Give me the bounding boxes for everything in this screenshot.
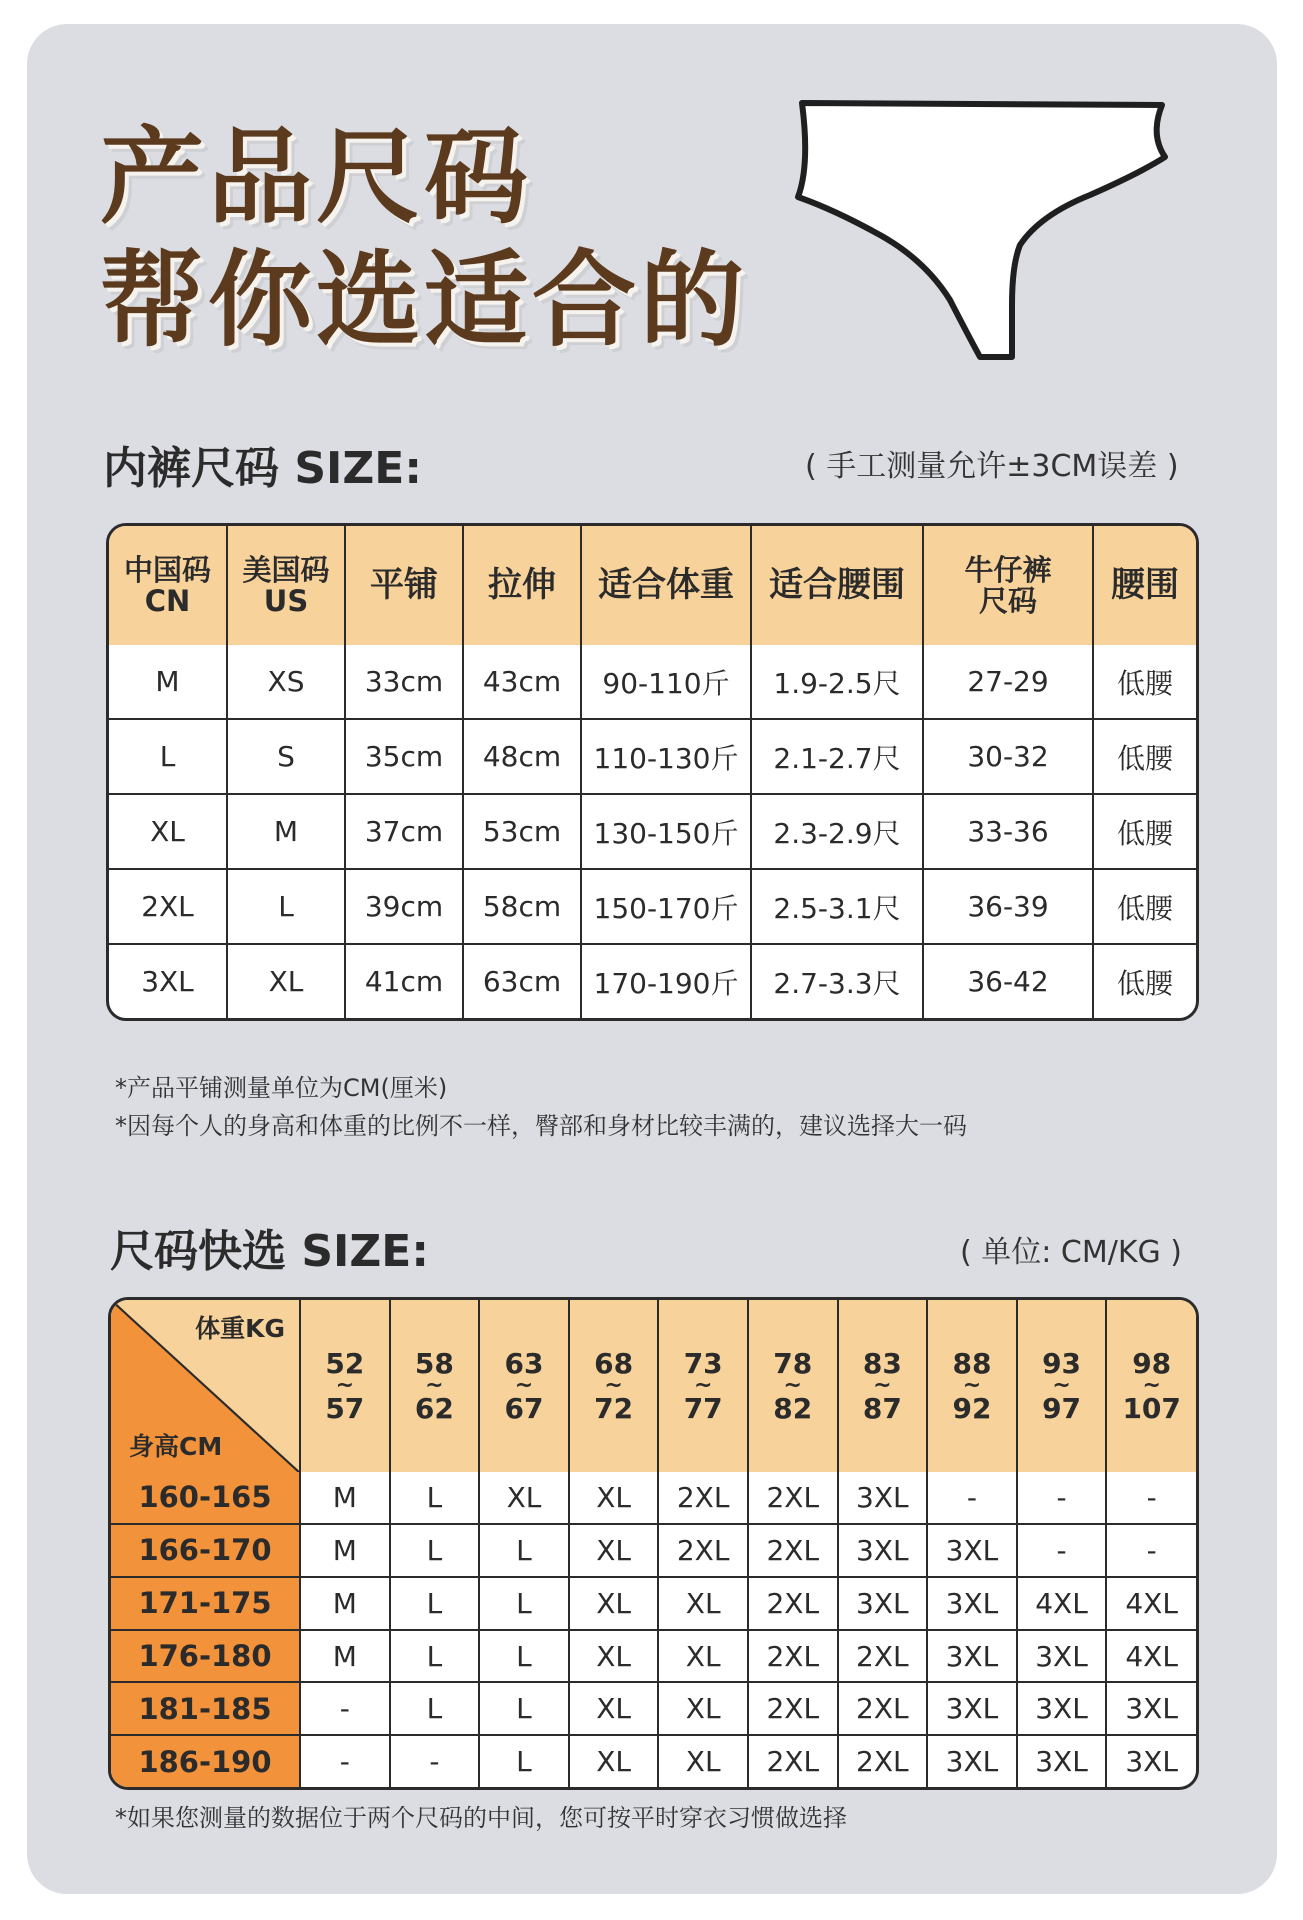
table-cell: 58cm	[463, 869, 581, 944]
size-cell: M	[300, 1524, 390, 1577]
weight-high: 72	[594, 1391, 634, 1425]
header-line: 牛仔裤	[964, 553, 1052, 588]
size-cell: -	[1106, 1524, 1196, 1577]
table-row	[109, 944, 1196, 1018]
tilde-separator: ~	[873, 1373, 892, 1399]
header-line: 适合腰围	[769, 565, 905, 606]
size-table-header	[1093, 526, 1196, 645]
size-cell: M	[300, 1472, 390, 1523]
weight-range-header	[300, 1300, 390, 1472]
table-cell: 130-150斤	[581, 794, 751, 869]
table-cell: XS	[227, 645, 345, 719]
table-cell: 39cm	[345, 869, 463, 944]
size-cell: 3XL	[927, 1577, 1017, 1630]
weight-range-header	[1106, 1300, 1196, 1472]
table-cell: 170-190斤	[581, 944, 751, 1018]
weight-low: 63	[504, 1346, 544, 1380]
weight-low: 93	[1042, 1346, 1082, 1380]
size-cell: -	[300, 1682, 390, 1735]
header-line: 平铺	[370, 565, 438, 606]
table-cell: 低腰	[1093, 944, 1196, 1018]
height-axis-label: 身高CM	[129, 1431, 223, 1461]
table-row	[109, 794, 1196, 869]
size-table-header	[463, 526, 581, 645]
size-cell: 3XL	[838, 1524, 928, 1577]
size-table-header	[751, 526, 923, 645]
size-cell: L	[390, 1524, 480, 1577]
weight-high: 67	[504, 1391, 544, 1425]
table-row	[111, 1682, 1196, 1735]
tilde-separator: ~	[604, 1373, 623, 1399]
tilde-separator: ~	[693, 1373, 713, 1399]
table-row	[109, 719, 1196, 794]
header-line: 腰围	[1111, 565, 1179, 606]
tilde-separator: ~	[783, 1373, 802, 1399]
size-cell: L	[479, 1524, 569, 1577]
size-cell: XL	[658, 1682, 748, 1735]
table-row	[111, 1735, 1196, 1787]
weight-low: 98	[1132, 1346, 1172, 1380]
weight-high: 77	[683, 1391, 723, 1425]
size-table-header	[923, 526, 1093, 645]
height-range-cell: 171-175	[111, 1577, 300, 1630]
table-cell: 低腰	[1093, 794, 1196, 869]
tilde-separator: ~	[425, 1373, 444, 1399]
size-table-header	[345, 526, 463, 645]
weight-high: 62	[414, 1391, 454, 1425]
weight-range-header	[479, 1300, 569, 1472]
table-cell: 2.3-2.9尺	[751, 794, 923, 869]
table-cell: 63cm	[463, 944, 581, 1018]
size-table-header	[109, 526, 227, 645]
table-cell: 41cm	[345, 944, 463, 1018]
table-cell: 27-29	[923, 645, 1093, 719]
size-cell: 2XL	[748, 1682, 838, 1735]
weight-high: 82	[773, 1391, 813, 1425]
size-cell: -	[300, 1735, 390, 1787]
weight-high: 97	[1042, 1391, 1082, 1425]
weight-range-header	[1017, 1300, 1107, 1472]
size-cell: 3XL	[1017, 1630, 1107, 1683]
size-cell: 2XL	[748, 1524, 838, 1577]
size-cell: 3XL	[838, 1577, 928, 1630]
table-header-row	[109, 526, 1196, 645]
size-cell: -	[390, 1735, 480, 1787]
weight-low: 58	[414, 1346, 454, 1380]
weight-low: 73	[683, 1346, 723, 1380]
header-line: 美国码	[242, 553, 330, 588]
table-row	[111, 1472, 1196, 1523]
table-cell: L	[109, 719, 227, 794]
size-cell: L	[390, 1472, 480, 1523]
table-cell: 36-42	[923, 944, 1093, 1018]
size-cell: XL	[658, 1577, 748, 1630]
size-cell: L	[390, 1577, 480, 1630]
size-cell: 3XL	[927, 1524, 1017, 1577]
height-range-cell: 160-165	[111, 1472, 300, 1523]
header-line: 尺码	[978, 583, 1037, 618]
height-range-cell: 181-185	[111, 1682, 300, 1735]
size-cell: 2XL	[838, 1682, 928, 1735]
table-cell: 2.7-3.3尺	[751, 944, 923, 1018]
header-line: 中国码	[123, 553, 211, 588]
underwear-size-table	[106, 523, 1199, 1021]
table-cell: 33-36	[923, 794, 1093, 869]
size-cell: XL	[479, 1472, 569, 1523]
size-cell: 2XL	[748, 1577, 838, 1630]
table-cell: 43cm	[463, 645, 581, 719]
weight-range-header	[927, 1300, 1017, 1472]
table-cell: 30-32	[923, 719, 1093, 794]
table-cell: L	[227, 869, 345, 944]
size-cell: 2XL	[748, 1735, 838, 1787]
tilde-separator: ~	[335, 1373, 355, 1399]
size-cell: XL	[569, 1682, 659, 1735]
section1-note: ( 手工测量允许±3CM误差 )	[805, 449, 1179, 484]
weight-low: 83	[862, 1346, 902, 1380]
weight-low: 78	[773, 1346, 813, 1380]
size-cell: -	[1106, 1472, 1196, 1523]
headline-line-1: 产品尺码	[100, 116, 533, 238]
footnote-3: *如果您测量的数据位于两个尺码的中间，您可按平时穿衣习惯做选择	[115, 1804, 847, 1832]
weight-high: 92	[952, 1391, 992, 1425]
weight-range-header	[838, 1300, 928, 1472]
weight-high: 57	[325, 1391, 365, 1425]
table-cell: M	[109, 645, 227, 719]
size-cell: 2XL	[748, 1472, 838, 1523]
size-cell: 3XL	[1106, 1682, 1196, 1735]
size-cell: M	[300, 1630, 390, 1683]
size-cell: M	[300, 1577, 390, 1630]
size-cell: XL	[658, 1735, 748, 1787]
table-cell: 2.1-2.7尺	[751, 719, 923, 794]
size-cell: 2XL	[748, 1630, 838, 1683]
header-line: 适合体重	[598, 565, 734, 606]
table-corner-header	[111, 1300, 300, 1472]
size-cell: 3XL	[838, 1472, 928, 1523]
table-cell: 低腰	[1093, 869, 1196, 944]
weight-range-header	[658, 1300, 748, 1472]
height-range-cell: 166-170	[111, 1524, 300, 1577]
size-cell: -	[1017, 1472, 1107, 1523]
table-cell: 36-39	[923, 869, 1093, 944]
weight-axis-label: 体重KG	[195, 1314, 285, 1343]
table-cell: 48cm	[463, 719, 581, 794]
size-cell: 3XL	[927, 1682, 1017, 1735]
table-row	[111, 1577, 1196, 1630]
size-cell: -	[1017, 1524, 1107, 1577]
table-cell: 低腰	[1093, 719, 1196, 794]
size-cell: 2XL	[838, 1630, 928, 1683]
size-cell: XL	[569, 1630, 659, 1683]
size-cell: 3XL	[927, 1630, 1017, 1683]
table-cell: XL	[227, 944, 345, 1018]
quick-size-table	[108, 1297, 1199, 1790]
headline-line-2: 帮你选适合的	[100, 239, 749, 361]
size-cell: L	[479, 1630, 569, 1683]
tilde-separator: ~	[962, 1373, 982, 1399]
table-cell: 53cm	[463, 794, 581, 869]
size-cell: XL	[569, 1472, 659, 1523]
size-cell: XL	[658, 1630, 748, 1683]
height-range-cell: 176-180	[111, 1630, 300, 1683]
table-row	[111, 1630, 1196, 1683]
tilde-separator: ~	[1142, 1373, 1161, 1399]
weight-low: 52	[325, 1346, 365, 1380]
table-cell: 2.5-3.1尺	[751, 869, 923, 944]
table-cell: 2XL	[109, 869, 227, 944]
size-cell: 4XL	[1106, 1630, 1196, 1683]
tilde-separator: ~	[1052, 1373, 1071, 1399]
table-cell: 3XL	[109, 944, 227, 1018]
table-cell: M	[227, 794, 345, 869]
height-range-cell: 186-190	[111, 1735, 300, 1787]
table-cell: 110-130斤	[581, 719, 751, 794]
size-cell: 4XL	[1106, 1577, 1196, 1630]
table-row	[109, 645, 1196, 719]
weight-high: 107	[1122, 1391, 1181, 1425]
size-cell: L	[390, 1682, 480, 1735]
table-cell: 37cm	[345, 794, 463, 869]
size-cell: XL	[569, 1524, 659, 1577]
size-table-header	[581, 526, 751, 645]
section1-title: 内裤尺码 SIZE:	[103, 443, 422, 494]
table-cell: 1.9-2.5尺	[751, 645, 923, 719]
size-cell: 3XL	[1017, 1735, 1107, 1787]
table-cell: S	[227, 719, 345, 794]
weight-range-header	[748, 1300, 838, 1472]
size-cell: XL	[569, 1735, 659, 1787]
header-line: 拉伸	[488, 565, 556, 606]
table-row	[111, 1524, 1196, 1577]
size-cell: 3XL	[1017, 1682, 1107, 1735]
size-cell: 3XL	[1106, 1735, 1196, 1787]
size-cell: 3XL	[927, 1735, 1017, 1787]
footnote-1: *产品平铺测量单位为CM(厘米)	[115, 1074, 448, 1102]
table-row	[109, 869, 1196, 944]
size-cell: L	[390, 1630, 480, 1683]
header-line: CN	[144, 583, 191, 618]
size-cell: XL	[569, 1577, 659, 1630]
weight-range-header	[390, 1300, 480, 1472]
footnote-2: *因每个人的身高和体重的比例不一样，臀部和身材比较丰满的，建议选择大一码	[115, 1112, 967, 1140]
size-cell: L	[479, 1735, 569, 1787]
weight-high: 87	[862, 1391, 902, 1425]
underwear-outline-icon	[790, 95, 1190, 365]
size-cell: L	[479, 1577, 569, 1630]
size-cell: 2XL	[658, 1524, 748, 1577]
section2-note: ( 单位: CM/KG )	[960, 1235, 1182, 1270]
size-cell: L	[479, 1682, 569, 1735]
tilde-separator: ~	[514, 1373, 534, 1399]
section2-title: 尺码快选 SIZE:	[110, 1226, 429, 1277]
weight-low: 88	[952, 1346, 992, 1380]
weight-low: 68	[594, 1346, 634, 1380]
table-cell: XL	[109, 794, 227, 869]
size-cell: 4XL	[1017, 1577, 1107, 1630]
table-cell: 33cm	[345, 645, 463, 719]
weight-header-row	[111, 1300, 1196, 1472]
table-cell: 低腰	[1093, 645, 1196, 719]
table-cell: 90-110斤	[581, 645, 751, 719]
weight-range-header	[569, 1300, 659, 1472]
size-cell: -	[927, 1472, 1017, 1523]
table-cell: 35cm	[345, 719, 463, 794]
table-cell: 150-170斤	[581, 869, 751, 944]
size-cell: 2XL	[658, 1472, 748, 1523]
size-table-header	[227, 526, 345, 645]
header-line: US	[263, 583, 309, 618]
size-cell: 2XL	[838, 1735, 928, 1787]
